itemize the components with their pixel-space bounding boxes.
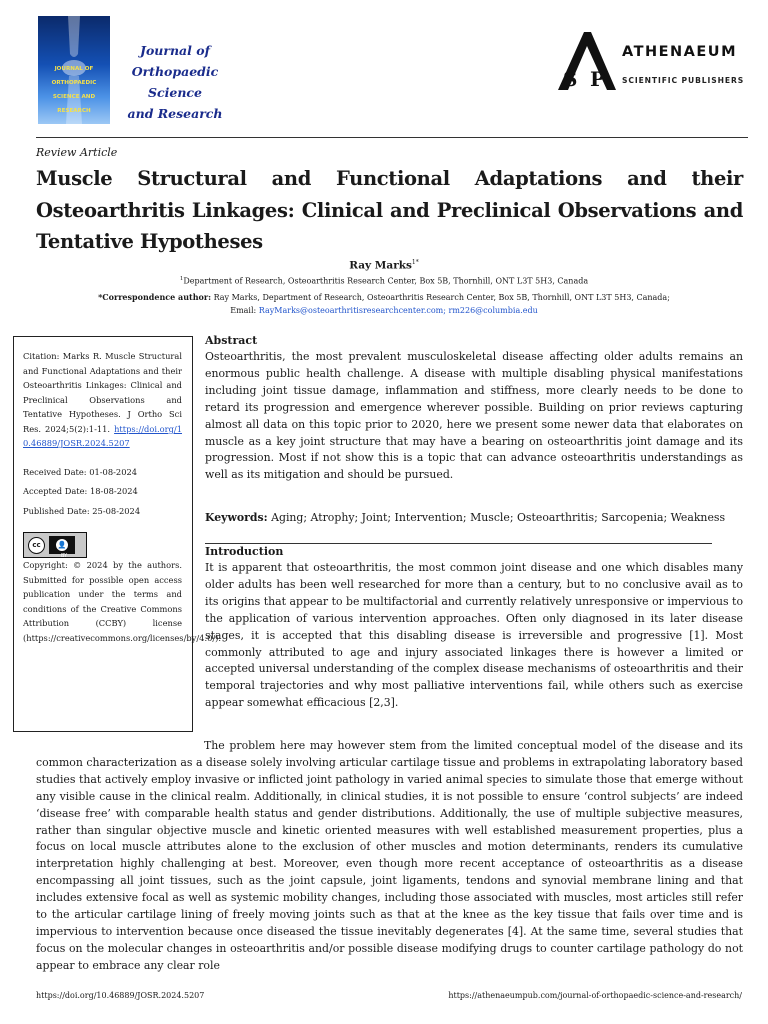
article-type: Review Article <box>36 146 118 159</box>
keywords <box>205 511 743 524</box>
author-name: Ray Marks <box>349 259 412 272</box>
svg-text:S: S <box>563 67 578 91</box>
author-superscript: 1* <box>411 259 419 266</box>
keywords-label: Keywords: <box>205 511 268 524</box>
abstract-text: Osteoarthritis, the most prevalent musculoskeletal disease affecting older adults remains an enormous public health challenge. A disease with multiple disabling physical manifestations including joint tissue damage, inflammation and stiffness, more clearly needs to be done to retard its progression and emergence wherever possible. Building on prior reviews capturing almost all data on this topic prior to 2020, here we present some newer data that elaborates on muscle as a key joint structure that may have a bearing on osteoarthritis joint damage and its progression. Most if not show this is a topic that can advance osteoarthritis understandings as well as its mitigation and should be pursued. <box>205 350 743 482</box>
journal-logo-text: JOURNAL OF ORTHOPAEDIC SCIENCE AND RESEARCH <box>51 66 97 114</box>
abstract-heading: Abstract <box>205 334 258 347</box>
citation-text: Citation: Marks R. Muscle Structural and Functional Adaptations and their Osteoarthritis Linkages: Clinical and Preclinical Observations and Tentative Hypotheses. J Ortho Sci Res. 2024;5(2):1-11. <box>23 351 182 434</box>
cc-by-license-icon[interactable] <box>23 532 87 558</box>
journal-cover-logo <box>38 16 110 124</box>
keywords-text: Aging; Atrophy; Joint; Intervention; Muscle; Osteoarthritis; Sarcopenia; Weakness <box>267 511 726 524</box>
doi-link[interactable]: https://doi.org/10.46889/JOSR.2024.5207 <box>23 423 182 448</box>
affiliation <box>0 276 768 286</box>
header-divider <box>36 137 748 138</box>
email-line <box>0 306 768 315</box>
affiliation-superscript: 1 <box>179 276 184 282</box>
email-links[interactable]: RayMarks@osteoarthritisresearchcenter.com; rm226@columbia.edu <box>258 306 538 315</box>
introduction-text: It is apparent that osteoarthritis, the most common joint disease and one which disables many older adults has been well researched for more than a century, but to no conclusive avail as to its origins that appear to be multifactorial and currently relatively unresponsive or impervious to the application of various intervention approaches. Often only diagnosed in its later disease stages, it is accepted that this disabling disease is irreversible and progressive [1]. Most commonly attributed to age and injury associated linkages there is however a limited or accepted universal understanding of the complex disease mechanisms of osteoarthritis and their temporal trajectories and why most palliative interventions fail, while others such as exercise appear somewhat efficacious [2,3]. <box>205 561 743 710</box>
footer-url[interactable]: https://athenaeumpub.com/journal-of-orthopaedic-science-and-research/ <box>448 991 742 1000</box>
section-divider <box>205 543 712 544</box>
correspondence <box>0 292 768 302</box>
accepted-date: Accepted Date: 18-08-2024 <box>23 486 138 496</box>
correspondence-text: Ray Marks, Department of Research, Osteoarthritis Research Center, Box 5B, Thornhill, ONT L3T 5H3, Canada; <box>211 293 670 302</box>
article-info-sidebar <box>13 336 222 732</box>
introduction-heading: Introduction <box>205 545 284 558</box>
copyright: Copyright: © 2024 by the authors. Submitted for possible open access publication under the terms and conditions of the Creative Commons Attribution (CCBY) license (https://creativecommons.org/licenses/by/4.0/). <box>23 560 222 643</box>
publisher-subtitle: SCIENTIFIC PUBLISHERS <box>622 76 745 85</box>
publisher-name: ATHENAEUM <box>622 44 737 60</box>
body-paragraph: The problem here may however stem from the limited conceptual model of the disease and its common characterization as a disease solely involving articular cartilage tissue and problems in extrapolating laboratory based studies that actively employ invasive or inflicted joint pathology in varied animal species to simulate those that emerge without any visible cause in the clinical realm. Additionally, in clinical studies, it is not possible to ensure ‘control subjects’ are indeed ‘disease free’ with comparable health status and gender distributions. Additionally, the use of multiple subjective measures, rather than singular objective muscle and kinetic oriented measures with well established measurement properties, plus a focus on local muscle attributes alone to the exclusion of other muscles and motion determinants, renders its cumulative interpretation highly challenging at best. Moreover, even though more recent acceptance of osteoarthritis as a disease encompassing all joint tissues, such as the joint capsule, joint ligaments, tendons and synovial membrane lining and that includes extensive focal as well as systemic mobility changes, including those associated with muscles, most articles still refer to the articular cartilage lining of freely moving joints such as that at the knee as the key tissue that fails over time and is impervious to intervention because once diseased the tissue inevitably degenerates [4]. At the same time, several studies that focus on the molecular changes in osteoarthritis and/or possible disease modifying drugs to counter cartilage pathology do not appear to embrace any clear role <box>36 739 743 972</box>
footer-doi[interactable]: https://doi.org/10.46889/JOSR.2024.5207 <box>36 991 205 1000</box>
citation <box>23 349 182 451</box>
email-label: Email: <box>230 306 257 315</box>
svg-text:P: P <box>590 67 606 91</box>
correspondence-label: *Correspondence author: <box>98 292 212 302</box>
affiliation-text: Department of Research, Osteoarthritis Research Center, Box 5B, Thornhill, ONT L3T 5H3, Canada <box>183 276 589 286</box>
athenaeum-logo-icon <box>554 28 618 94</box>
published-date: Published Date: 25-08-2024 <box>23 505 141 516</box>
received-date: Received Date: 01-08-2024 <box>23 466 138 477</box>
by-label: BY <box>61 553 68 559</box>
article-title: Muscle Structural and Functional Adaptations and their Osteoarthritis Linkages: Clinical and Preclinical Observations and Tentative Hypotheses <box>36 167 743 253</box>
journal-name: Journal of Orthopaedic Science and Research <box>127 43 223 121</box>
attribution-icon: 👤 <box>55 538 69 552</box>
author-line <box>0 259 768 272</box>
cc-icon: cc <box>28 537 45 554</box>
